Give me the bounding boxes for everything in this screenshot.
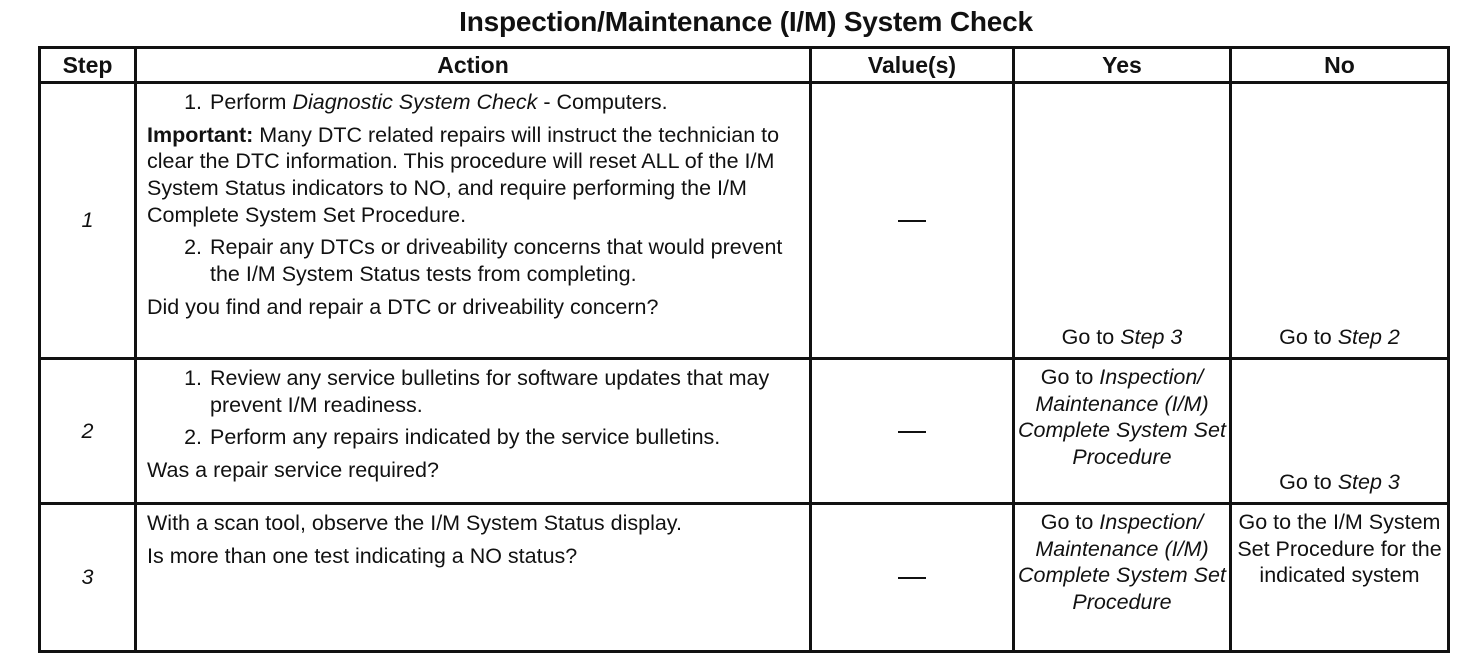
value-cell (811, 504, 1014, 652)
text: Go to (1040, 510, 1100, 534)
no-cell (1231, 83, 1449, 359)
important-label: Important: (147, 122, 254, 147)
table-row (40, 83, 1449, 359)
list-number: 2. (184, 235, 202, 260)
header-step: Step (40, 48, 136, 83)
question-text: Is more than one test indicating a NO status? (147, 543, 578, 568)
question-text: Did you find and repair a DTC or driveability concern? (147, 294, 659, 319)
value-cell (811, 83, 1014, 359)
yes-cell (1014, 83, 1231, 359)
table-header-row (40, 48, 1449, 83)
text: - Computers. (537, 90, 668, 114)
step-number: 2 (40, 359, 136, 504)
text: Go to (1061, 325, 1121, 350)
em-dash (898, 220, 926, 222)
no-content (1232, 84, 1447, 357)
list-number: 1. (184, 366, 202, 390)
list-text: Repair any DTCs or driveability concerns that would prevent the I/M System Status tests from completing. (210, 235, 783, 286)
value-cell (811, 359, 1014, 504)
table-row (40, 504, 1449, 652)
action-cell (136, 504, 811, 652)
table-row (40, 359, 1449, 504)
no-text: Go to the I/M System Set Procedure for the indicated system (1237, 510, 1442, 588)
no-content (1232, 505, 1447, 650)
link-procedure: Inspection/ Maintenance (I/M) Complete System Set Procedure (1018, 510, 1226, 614)
no-content (1232, 360, 1447, 502)
header-yes: Yes (1014, 48, 1231, 83)
yes-cell (1014, 359, 1231, 504)
list-item (147, 89, 801, 116)
important-note (147, 122, 801, 229)
action-cell (136, 359, 811, 504)
list-number: 2. (184, 425, 202, 450)
text: Go to (1279, 470, 1338, 495)
list-number: 1. (184, 90, 202, 114)
step-number: 1 (40, 83, 136, 359)
important-text: Many DTC related repairs will instruct the technician to clear the DTC information. This procedure will reset ALL of the I/M System Status indicators to NO, and require performing the I/M Complete System Set Procedure. (147, 122, 780, 227)
list-text: Review any service bulletins for software updates that may prevent I/M readiness. (210, 366, 770, 417)
yes-content (1015, 505, 1229, 650)
no-text (1232, 469, 1447, 496)
list-item (147, 365, 801, 418)
list-text: Perform any repairs indicated by the service bulletins. (210, 425, 721, 450)
text: Go to (1040, 365, 1100, 389)
yes-text (1015, 364, 1229, 471)
link-step: Step 3 (1120, 325, 1183, 350)
system-check-table (38, 46, 1450, 653)
em-dash (898, 577, 926, 579)
yes-cell (1014, 504, 1231, 652)
em-dash (898, 431, 926, 433)
question-text: Was a repair service required? (147, 457, 439, 482)
yes-text (1015, 509, 1229, 616)
header-no: No (1231, 48, 1449, 83)
document-title: Inspection/Maintenance (I/M) System Check (459, 6, 1033, 37)
link-step: Step 2 (1337, 325, 1400, 350)
yes-text (1015, 324, 1229, 351)
list-item (147, 424, 801, 451)
link-diagnostic-system-check: Diagnostic System Check (292, 90, 538, 114)
no-cell (1231, 359, 1449, 504)
text: Perform (210, 90, 293, 114)
instruction-text: With a scan tool, observe the I/M System Status display. (147, 511, 682, 535)
link-procedure: Inspection/ Maintenance (I/M) Complete System Set Procedure (1018, 365, 1226, 469)
step-number: 3 (40, 504, 136, 652)
no-cell (1231, 504, 1449, 652)
no-text (1232, 324, 1447, 351)
link-step: Step 3 (1337, 470, 1400, 495)
list-text (210, 89, 801, 116)
text: Go to (1279, 325, 1338, 350)
list-item (147, 234, 801, 287)
action-cell (136, 83, 811, 359)
header-values: Value(s) (811, 48, 1014, 83)
yes-content (1015, 360, 1229, 502)
yes-content (1015, 84, 1229, 357)
header-action: Action (136, 48, 811, 83)
